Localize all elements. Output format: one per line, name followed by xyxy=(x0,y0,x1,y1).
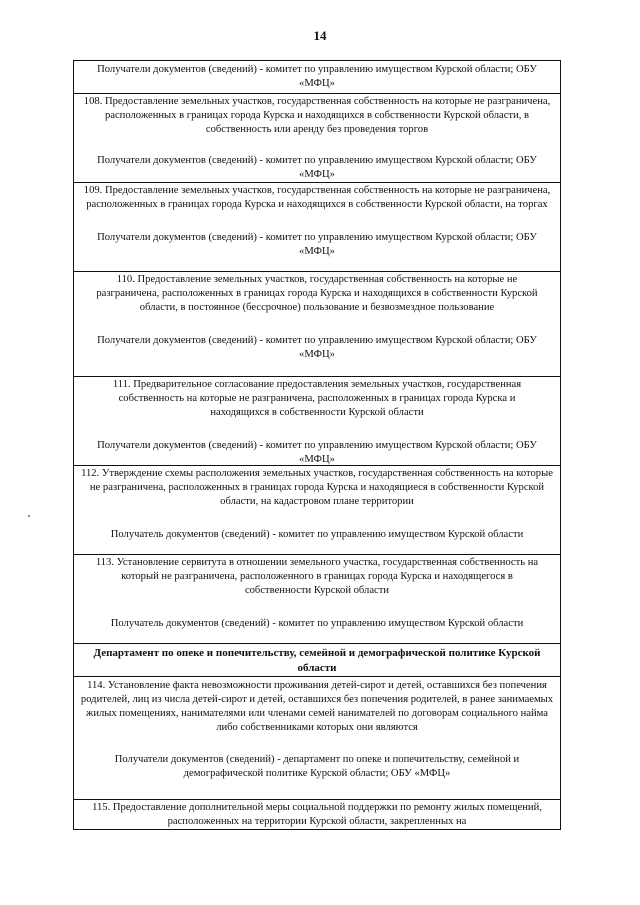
recipients-text: Получатель документов (сведений) - комитет по управлению имуществом Курской области xyxy=(110,618,524,629)
services-table xyxy=(73,60,561,830)
recipients-text: Получатели документов (сведений) - комитет по управлению имуществом Курской области; ОБУ «МФЦ» xyxy=(97,232,537,257)
table-row xyxy=(74,555,560,644)
table-row xyxy=(74,466,560,555)
table-row xyxy=(74,183,560,272)
service-text: 113. Установление сервитута в отношении земельного участка, государственная собственность на который не разграничена, расположенного в границах города Курска и находящегося в собственности Курской области xyxy=(95,557,539,596)
recipients-text: Получатели документов (сведений) - департамент по опеке и попечительству, семейной и демографической политике Курской области; ОБУ «МФЦ» xyxy=(114,754,520,779)
recipients-text: Получатели документов (сведений) - комитет по управлению имуществом Курской области; ОБУ «МФЦ» xyxy=(97,440,537,465)
table-row xyxy=(74,61,560,94)
table-row xyxy=(74,94,560,183)
service-text: 108. Предоставление земельных участков, государственная собственность на которые не разграничена, расположенных в границах города Курска и находящихся в собственности Курской области, в собственность или аренду без проведения торгов xyxy=(83,96,551,135)
scan-speck xyxy=(28,515,30,517)
service-text: 110. Предоставление земельных участков, государственная собственность на которые не разграничена, расположенных в границах города Курска и находящихся в собственности Курской области, в постоянное (бессрочное) пользование и безвозмездное пользование xyxy=(96,274,538,313)
service-text: 109. Предоставление земельных участков, государственная собственность на которые не разграничена, расположенных в границах города Курска и находящихся в собственности Курской области, на торгах xyxy=(83,185,551,210)
page-number: 14 xyxy=(313,28,327,43)
department-heading-row xyxy=(74,644,560,677)
recipients-text: Получатели документов (сведений) - комитет по управлению имуществом Курской области; ОБУ «МФЦ» xyxy=(97,64,537,89)
table-row xyxy=(74,677,560,800)
service-text: 112. Утверждение схемы расположения земельных участков, государственная собственность на которые не разграничена, расположенных в границах города Курска и находящиеся в собственности Курской области, на кадастровом плане территории xyxy=(81,468,553,507)
recipients-text: Получатели документов (сведений) - комитет по управлению имуществом Курской области; ОБУ «МФЦ» xyxy=(97,335,537,360)
service-text: 115. Предоставление дополнительной меры социальной поддержки по ремонту жилых помещений, расположенных на территории Курской области, закрепленных на xyxy=(92,802,542,827)
service-text: 111. Предварительное согласование предоставления земельных участков, государственная собственность на которые не разграничена, расположенных в границах города Курска и находящихся в собственности Курской области xyxy=(112,379,522,418)
table-row xyxy=(74,800,560,830)
recipients-text: Получатели документов (сведений) - комитет по управлению имуществом Курской области; ОБУ «МФЦ» xyxy=(97,155,537,180)
service-text: 114. Установление факта невозможности проживания детей-сирот и детей, оставшихся без попечения родителей, лиц из числа детей-сирот и детей, оставшихся без попечения родителей, в ранее занимаемых жилых помещениях, нанимателями или членами семей нанимателей по договорам социального найма либо собственниками которых они являются xyxy=(80,680,554,733)
table-row xyxy=(74,272,560,377)
department-heading: Департамент по опеке и попечительству, семейной и демографической политике Курской области xyxy=(93,647,541,674)
recipients-text: Получатель документов (сведений) - комитет по управлению имуществом Курской области xyxy=(110,529,524,540)
table-row xyxy=(74,377,560,466)
